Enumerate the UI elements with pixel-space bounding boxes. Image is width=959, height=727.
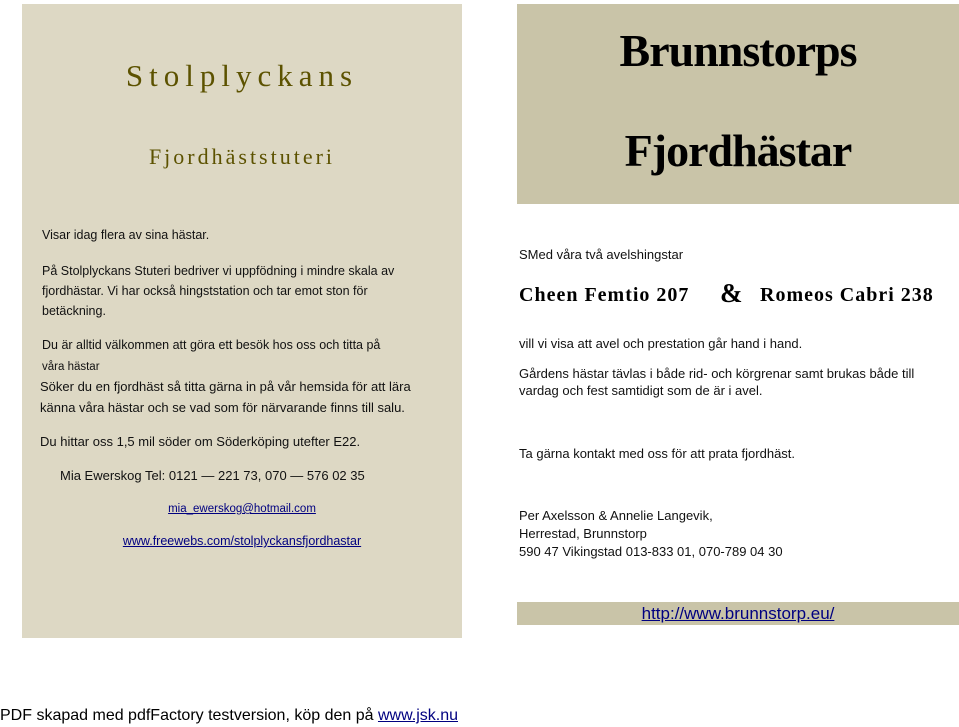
right-subtitle: Fjordhästar (624, 125, 852, 176)
left-para2-line1: Du är alltid välkommen att göra ett besök hos oss och titta på (42, 338, 381, 352)
right-lead: SMed våra två avelshingstar (519, 247, 684, 262)
email-link[interactable]: mia_ewerskog@hotmail.com (168, 503, 316, 515)
pdf-footer (0, 706, 458, 726)
right-line1: vill vi visa att avel och prestation går hand i hand. (519, 336, 803, 351)
left-para1-line3: betäckning. (42, 304, 106, 318)
right-invite: Ta gärna kontakt med oss för att prata fjordhäst. (519, 446, 796, 461)
footer-text: PDF skapad med pdfFactory testversion, köp den på (0, 707, 378, 724)
left-para2-line4: känna våra hästar och se vad som för närvarande finns till salu. (40, 400, 405, 415)
left-contact: Mia Ewerskog Tel: 0121 — 221 73, 070 — 576 02 35 (60, 468, 365, 483)
brunnstorp-url-text[interactable]: http://www.brunnstorp.eu/ (641, 604, 835, 623)
ampersand: & (720, 278, 743, 308)
address-line3: 590 47 Vikingstad 013-833 01, 070-789 04 30 (519, 544, 783, 559)
left-title: Stolplyckans (125, 58, 359, 93)
brunnstorp-url-link[interactable] (517, 603, 959, 625)
footer-link[interactable]: www.jsk.nu (377, 707, 458, 724)
left-subtitle: Fjordhäststuteri (148, 144, 336, 169)
right-title: Brunnstorps (619, 25, 857, 76)
address-line1: Per Axelsson & Annelie Langevik, (519, 508, 713, 523)
left-para1-line2: fjordhästar. Vi har också hingststation och tar emot ston för (42, 284, 368, 298)
stallion-name-2: Romeos Cabri 238 (760, 284, 934, 306)
left-intro: Visar idag flera av sina hästar. (42, 228, 210, 242)
stallion-name-1: Cheen Femtio 207 (519, 284, 690, 306)
left-directions: Du hittar oss 1,5 mil söder om Söderköping utefter E22. (40, 434, 361, 449)
website-link[interactable]: www.freewebs.com/stolplyckansfjordhastar (122, 534, 362, 548)
right-para-line1: Gårdens hästar tävlas i både rid- och körgrenar samt brukas både till (519, 366, 915, 381)
address-line2: Herrestad, Brunnstorp (519, 526, 647, 541)
left-para2-line2: våra hästar (42, 361, 100, 373)
left-para1-line1: På Stolplyckans Stuteri bedriver vi uppfödning i mindre skala av (42, 264, 395, 278)
right-para-line2: vardag och fest samtidigt som de är i avel. (519, 383, 763, 398)
left-para2-line3: Söker du en fjordhäst så titta gärna in på vår hemsida för att lära (40, 379, 411, 394)
